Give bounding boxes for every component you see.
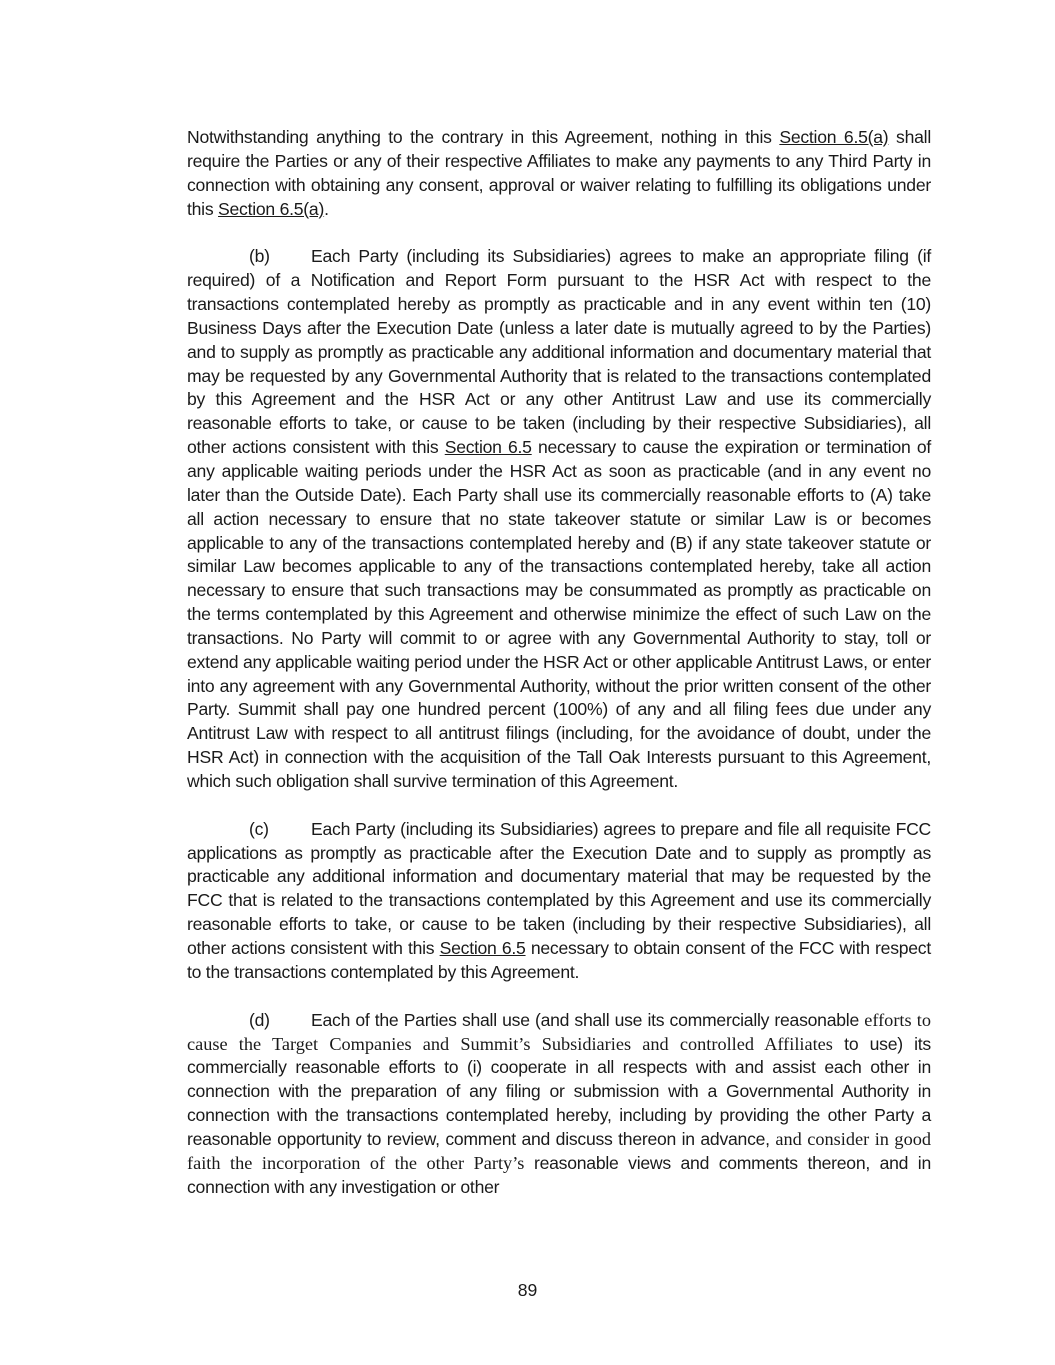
- paragraph-text-serif: efforts to cause the Target Companies and Summit’s Subsidiaries and controlled Affiliates: [187, 1009, 931, 1054]
- paragraph-text: reasonable views and comments thereon, and in connection with any investigation or other: [187, 1152, 931, 1197]
- section-reference: Section 6.5(a): [218, 198, 325, 219]
- paragraph-text: shall require the Parties or any of their respective Affiliates to make any payments to any Third Party in connection with obtaining any consent, approval or waiver relating to fulfilling its obligations under this: [187, 127, 931, 219]
- paragraph-marker: (b): [249, 246, 270, 267]
- paragraph-marker: (d): [249, 1009, 270, 1030]
- section-reference: Section 6.5: [444, 437, 532, 458]
- paragraph-text: Each of the Parties shall use (and shall use its commercially reasonable: [311, 1009, 865, 1030]
- paragraph-text: Each Party (including its Subsidiaries) agrees to make an appropriate filing (if required) of a Notification and Report Form pursuant to the HSR Act with respect to the transactions contemplated hereby as promptly as practicable and in any event within ten (10) Business Days after the Execution Date (unless a later date is mutually agreed to by the Parties) and to supply as promptly as practicable any additional information and documentary material that may be requested by any Governmental Authority that is related to the transactions contemplated by this Agreement and the HSR Act or any other Antitrust Law and use its commercially reasonable efforts to take, or cause to be taken (including by their respective Subsidiaries), all other actions consistent with this: [187, 246, 931, 458]
- paragraph-text: Each Party (including its Subsidiaries) agrees to prepare and file all requisite FCC applications as promptly as practicable after the Execution Date and to supply as promptly as practicable any additional information and documentary material that may be requested by the FCC that is related to the transactions contemplated by this Agreement and use its commercially reasonable efforts to take, or cause to be taken (including by their respective Subsidiaries), all other actions consistent with this: [187, 818, 931, 958]
- paragraph-b: [187, 245, 931, 793]
- paragraph-a-continued: [187, 126, 931, 221]
- paragraph-text: necessary to obtain consent of the FCC with respect to the transactions contemplated by this Agreement.: [187, 938, 931, 982]
- paragraph-marker: (c): [249, 818, 269, 839]
- paragraph-text: Notwithstanding anything to the contrary in this Agreement, nothing in this: [187, 127, 780, 147]
- paragraph-text: necessary to cause the expiration or termination of any applicable waiting periods under the HSR Act as soon as practicable (and in any event no later than the Outside Date). Each Party shall use its commercially reasonable efforts to (A) take all action necessary to ensure that no state takeover statute or similar Law is or becomes applicable to any of the transactions contemplated hereby and (B) if any state takeover statute or similar Law becomes applicable to any of the transactions contemplated hereby, take all action necessary to ensure that such transactions may be consummated as promptly as practicable on the terms contemplated by this Agreement and otherwise minimize the effect of such Law on the transactions. No Party will commit to or agree with any Governmental Authority to stay, toll or extend any applicable waiting period under the HSR Act or other applicable Antitrust Laws, or enter into any agreement with any Governmental Authority, without the prior written consent of the other Party. Summit shall pay one hundred percent (100%) of any and all filing fees due under any Antitrust Law with respect to all antitrust filings (including, for the avoidance of doubt, under the HSR Act) in connection with the acquisition of the Tall Oak Interests pursuant to this Agreement, which such obligation shall survive termination of this Agreement.: [187, 437, 931, 791]
- section-reference: Section 6.5(a): [779, 127, 889, 147]
- page-number: 89: [517, 1280, 538, 1300]
- section-reference: Section 6.5: [439, 938, 526, 958]
- paragraph-text: to use) its commercially reasonable efforts to (i) cooperate in all respects with and assist each other in connection with the preparation of any filing or submission with a Governmental Authority in connection with the transactions contemplated hereby, including by providing the other Party a reasonable opportunity to review, comment and discuss thereon in advance,: [187, 1033, 931, 1149]
- document-body: [187, 126, 931, 1223]
- paragraph-text: .: [324, 198, 329, 219]
- paragraph-c: [187, 818, 931, 985]
- paragraph-d: [187, 1009, 931, 1200]
- paragraph-text-serif: and consider in good faith the incorporation of the other Party’s: [187, 1128, 931, 1173]
